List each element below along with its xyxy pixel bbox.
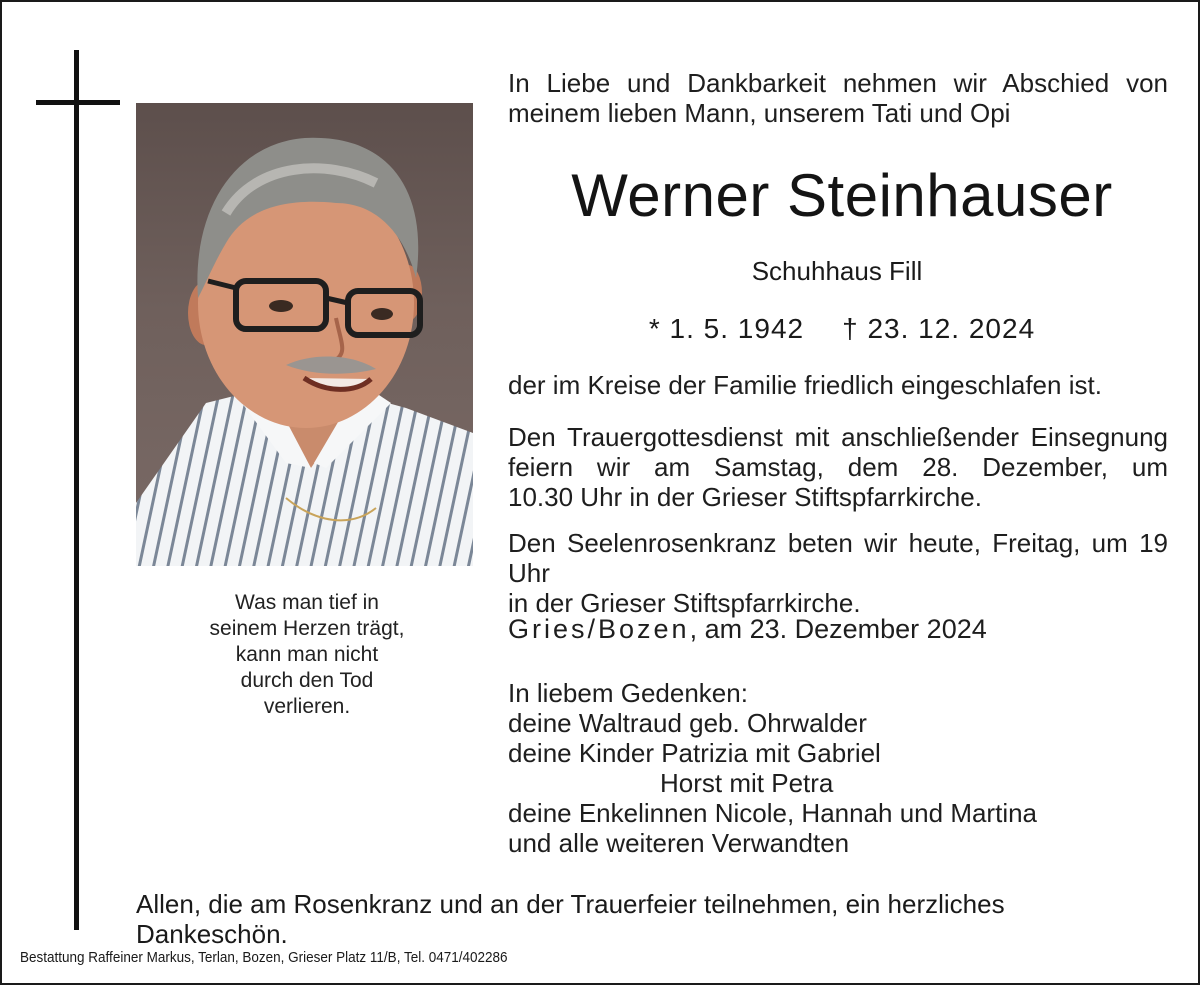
rosary-paragraph: [508, 528, 1168, 618]
service-paragraph: [508, 422, 1168, 512]
funeral-home-footer: Bestattung Raffeiner Markus, Terlan, Bozen, Grieser Platz 11/B, Tel. 0471/402286: [20, 949, 508, 966]
thanks-line: Allen, die am Rosenkranz und an der Trauerfeier teilnehmen, ein herzliches Dankeschön.: [136, 889, 1005, 949]
place-name: Gries/Bozen: [508, 614, 690, 644]
memory-line: deine Waltraud geb. Ohrwalder: [508, 708, 867, 738]
memory-line: und alle weiteren Verwandten: [508, 828, 850, 858]
portrait-photo: [136, 103, 473, 566]
quote-block: [162, 590, 452, 720]
memory-line: Horst mit Petra: [660, 768, 834, 798]
deceased-name: Werner Steinhauser: [571, 162, 1113, 229]
portrait-illustration: [136, 103, 473, 566]
memory-line: deine Enkelinnen Nicole, Hannah und Martina: [508, 798, 1038, 828]
quote-line: Was man tief in: [235, 591, 379, 614]
birth-date: * 1. 5. 1942: [648, 313, 805, 344]
passing-note: der im Kreise der Familie friedlich eingeschlafen ist.: [508, 370, 1102, 400]
quote-line: seinem Herzen trägt,: [209, 617, 405, 640]
quote-line: durch den Tod: [240, 669, 374, 692]
rosary-line: in der Grieser Stiftspfarrkirche.: [508, 588, 861, 618]
place-date-line: [508, 614, 1168, 644]
quote-line: verlieren.: [263, 695, 351, 718]
quote-line: kann man nicht: [235, 643, 379, 666]
service-line: Den Trauergottesdienst mit anschließender Einsegnung: [508, 422, 1168, 452]
death-date: † 23. 12. 2024: [842, 313, 1036, 344]
life-dates: [632, 313, 1052, 345]
cross-icon: [74, 50, 79, 930]
service-line: 10.30 Uhr in der Grieser Stiftspfarrkirche.: [508, 482, 982, 512]
memory-heading: In liebem Gedenken:: [508, 678, 748, 708]
service-line: feiern wir am Samstag, dem 28. Dezember, um: [508, 452, 1168, 482]
intro-text: [508, 68, 1168, 128]
cross-icon-bar: [36, 100, 120, 105]
rosary-line: Den Seelenrosenkranz beten wir heute, Freitag, um 19 Uhr: [508, 528, 1168, 588]
intro-line: In Liebe und Dankbarkeit nehmen wir Abschied von: [508, 68, 1168, 98]
memory-line: deine Kinder Patrizia mit Gabriel: [508, 738, 881, 768]
intro-line: meinem lieben Mann, unserem Tati und Opi: [508, 98, 1011, 128]
memory-block: [508, 678, 1168, 858]
date-text: , am 23. Dezember 2024: [689, 614, 987, 644]
company-name: Schuhhaus Fill: [751, 256, 923, 286]
